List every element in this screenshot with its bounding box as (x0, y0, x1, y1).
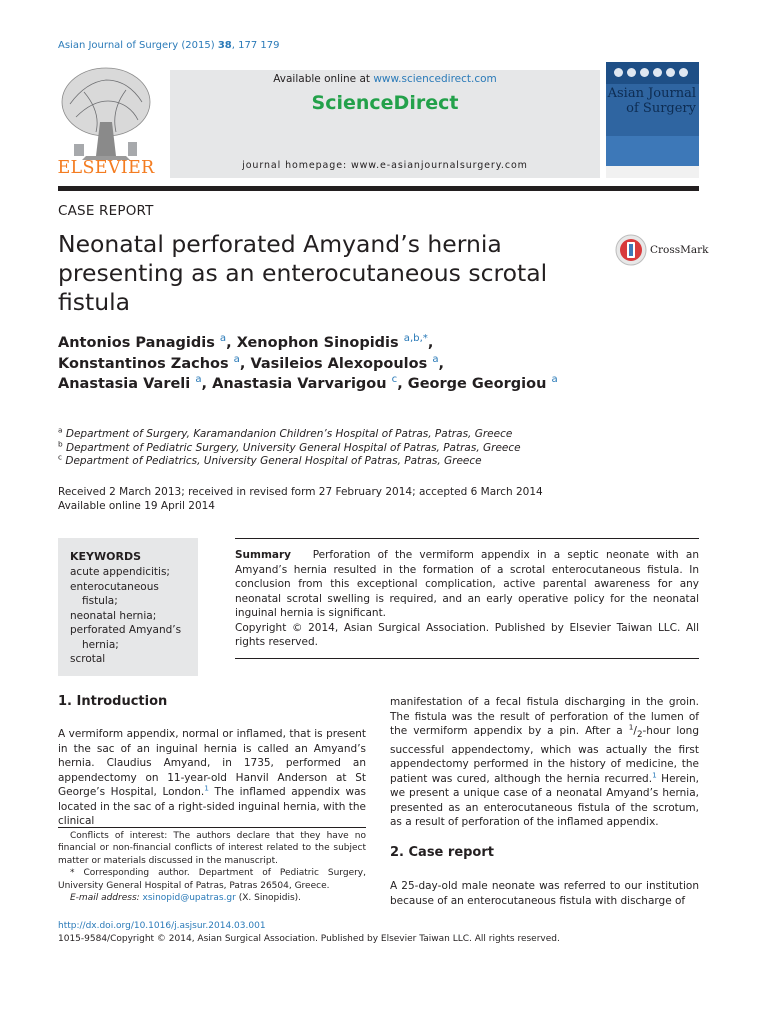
introduction-text-end: Herein, we present a unique case of a neonatal Amyand’s hernia, presented as an enterocutaneous fistula of the scrotum, as a result of perforation of the inflamed appendix. (390, 772, 699, 829)
author-affiliation[interactable]: a (432, 353, 439, 365)
affiliation-list (58, 425, 698, 469)
author-name: Xenophon Sinopidis (236, 335, 399, 351)
author-affiliation[interactable]: a (195, 374, 202, 386)
keywords-list (70, 565, 195, 667)
summary-copyright: Copyright © 2014, Asian Surgical Association. Published by Elsevier Taiwan LLC. All rights reserved. (235, 621, 699, 648)
author-name: Vasileios Alexopoulos (250, 355, 428, 372)
section-heading-introduction: 1. Introduction (58, 694, 168, 709)
header-rule (58, 186, 699, 191)
affiliation-item (58, 425, 698, 442)
sciencedirect-brand[interactable]: ScienceDirect (311, 92, 459, 114)
affiliation-label: c (58, 452, 63, 462)
footnote-rule (58, 827, 366, 828)
affiliation-label: b (58, 439, 63, 448)
issn-copyright: 1015-9584/Copyright © 2014, Asian Surgical Association. Published by Elsevier Taiwan LLC. All rights reserved. (58, 934, 560, 944)
corresponding-footnote: * Corresponding author. Department of Pediatric Surgery, University General Hospital of Patras, Patras 26504, Greece. (58, 868, 366, 891)
introduction-paragraph (58, 727, 366, 829)
cover-band (606, 136, 699, 166)
affiliation-text: Department of Surgery, Karamandanion Children’s Hospital of Patras, Patras, Greece (65, 428, 513, 440)
author-affiliation[interactable]: c (391, 374, 398, 386)
article-type: CASE REPORT (58, 203, 154, 219)
citation-pages-end: 179 (260, 40, 280, 51)
fraction-denominator: 2 (636, 730, 643, 741)
author-list: Antonios Panagidis $^a$, Xenophon Sinopidis $^{a,b,*}$, Konstantinos Zachos $^a$, Vasileios Alexopoulos $^a$, Anastasia Vareli $^a$, Anastasia Varvarigou $^c$, George Georgiou $^a$ (58, 333, 558, 392)
case-report-paragraph: A 25-day-old male neonate was referred to our institution because of an enterocutaneous fistula with discharge of (390, 880, 699, 907)
affiliation-label: a (58, 425, 63, 435)
introduction-text: A vermiform appendix, normal or inflamed, that is present in the sac of an inguinal hernia is called an Amyand’s hernia. Claudius Amyand, in 1735, performed an appendectomy on 11-year-old Hanvil Anderson at St George’s Hospital, London. (58, 728, 366, 798)
available-online-date: Available online 19 April 2014 (58, 499, 215, 512)
author-affiliation[interactable]: a (219, 333, 227, 345)
summary-rule-bottom (235, 658, 699, 659)
cover-emblem-icon (627, 68, 636, 77)
affiliation-text: Department of Pediatric Surgery, University General Hospital of Patras, Patras, Greece (66, 441, 521, 454)
cover-emblem-icon (679, 68, 688, 77)
available-prefix: Available online at (273, 73, 374, 85)
journal-homepage[interactable]: journal homepage: www.e-asianjournalsurgery.com (242, 160, 528, 171)
cover-title: Asian Journal of Surgery (607, 86, 696, 116)
author-affiliation[interactable]: a (233, 353, 240, 365)
journal-cover-image[interactable] (606, 62, 699, 178)
summary-label: Summary (235, 549, 292, 561)
introduction-text-cont: The inflamed appendix was located in the sac of a right-sided inguinal hernia, with the clinical (58, 786, 366, 827)
publisher-name: ELSEVIER (57, 158, 155, 178)
citation-volume: 38 (217, 40, 232, 51)
journal-citation[interactable]: Asian Journal of Surgery (2015) 38, 177 179 (58, 40, 280, 51)
doi-link[interactable]: http://dx.doi.org/10.1016/j.asjsur.2014.03.001 (58, 921, 266, 931)
keyword-item-continued: hernia; (82, 638, 119, 651)
keyword-item-continued: fistula; (82, 595, 118, 607)
footnotes (58, 830, 366, 904)
keyword-item: scrotal (70, 653, 106, 665)
keywords-heading: KEYWORDS (70, 550, 142, 563)
keyword-item: neonatal hernia; (70, 609, 157, 622)
summary-text: Perforation of the vermiform appendix in a septic neonate with an Amyand’s hernia resulted in the formation of a scrotal enterocutaneous fistula. In conclusion from this exceptional complication, active parental awareness for any neonatal scrotal swelling is required, and an early operative policy for the neonatal inguinal hernia is significant. (235, 549, 699, 619)
cover-footer (606, 166, 699, 178)
cover-emblem-icon (614, 68, 623, 77)
sciencedirect-link[interactable]: www.sciencedirect.com (373, 73, 497, 85)
affiliation-item (58, 439, 698, 456)
citation-pages: 177 (238, 40, 258, 51)
email-label: E-mail address: (70, 893, 140, 904)
cover-logo-strip (606, 62, 699, 84)
email-footnote (58, 892, 366, 904)
author-name: Anastasia Vareli (58, 376, 191, 392)
author-affiliation[interactable]: a (551, 374, 558, 386)
author-affiliation[interactable]: a,b,* (403, 333, 428, 345)
affiliation-text: Department of Pediatrics, University General Hospital of Patras, Patras, Greece (65, 455, 482, 467)
available-online (170, 73, 600, 85)
affiliation-item (58, 452, 698, 469)
cover-emblem-icon (666, 68, 675, 77)
keyword-item: acute appendicitis; (70, 566, 170, 578)
author-name: Anastasia Varvarigou (212, 376, 387, 392)
keyword-item: perforated Amyand’s (70, 624, 182, 636)
fraction-numerator: 1 (628, 722, 634, 732)
email-link[interactable]: xsinopid@upatras.gr (142, 893, 236, 904)
summary-rule-top (235, 538, 699, 539)
author-name: Antonios Panagidis (58, 335, 215, 351)
article-title: Neonatal perforated Amyand’s hernia presenting as an enterocutaneous scrotal fistula (58, 230, 548, 316)
article-history (58, 486, 698, 513)
cover-emblem-icon (653, 68, 662, 77)
reference-link[interactable]: 1 (652, 770, 657, 780)
conflicts-footnote: Conflicts of interest: The authors declare that they have no financial or non-financial conflicts of interest related to the subject matter or materials discussed in the manuscript. (58, 831, 366, 866)
received-dates: Received 2 March 2013; received in revised form 27 February 2014; accepted 6 March 2014 (58, 486, 543, 498)
crossmark-label[interactable]: CrossMark (650, 244, 709, 256)
keyword-item: enterocutaneous (70, 580, 159, 593)
reference-link[interactable]: 1 (204, 783, 209, 793)
section-heading-case-report: 2. Case report (390, 845, 494, 860)
citation-journal: Asian Journal of Surgery (2015) (58, 40, 215, 51)
introduction-paragraph-right: manifestation of a fecal fistula discharging in the groin. The fistula was the result of perforation of the lumen of the vermiform appendix by a pin. After a $^1/_2$-hour long successful appendectomy, which was actually the first appendectomy performed in the history of medicine, the patient was cured, although the hernia recurred.$^1$ Herein, we present a unique case of a neonatal Amyand’s hernia, presented as an enterocutaneous fistula of the scrotum, as a result of perforation of the inflamed appendix. (390, 696, 699, 829)
introduction-text-cont: -hour long successful appendectomy, which was actually the first appendectomy performed in the history of medicine, the patient was cured, although the hernia recurred. (390, 725, 699, 785)
summary-abstract (235, 548, 699, 650)
introduction-text: manifestation of a fecal fistula discharging in the groin. The fistula was the result of perforation of the lumen of the vermiform appendix by a pin. After a (390, 696, 699, 737)
cover-emblem-icon (640, 68, 649, 77)
author-name: George Georgiou (407, 376, 547, 392)
email-suffix: (X. Sinopidis). (235, 893, 302, 904)
author-name: Konstantinos Zachos (58, 355, 229, 372)
